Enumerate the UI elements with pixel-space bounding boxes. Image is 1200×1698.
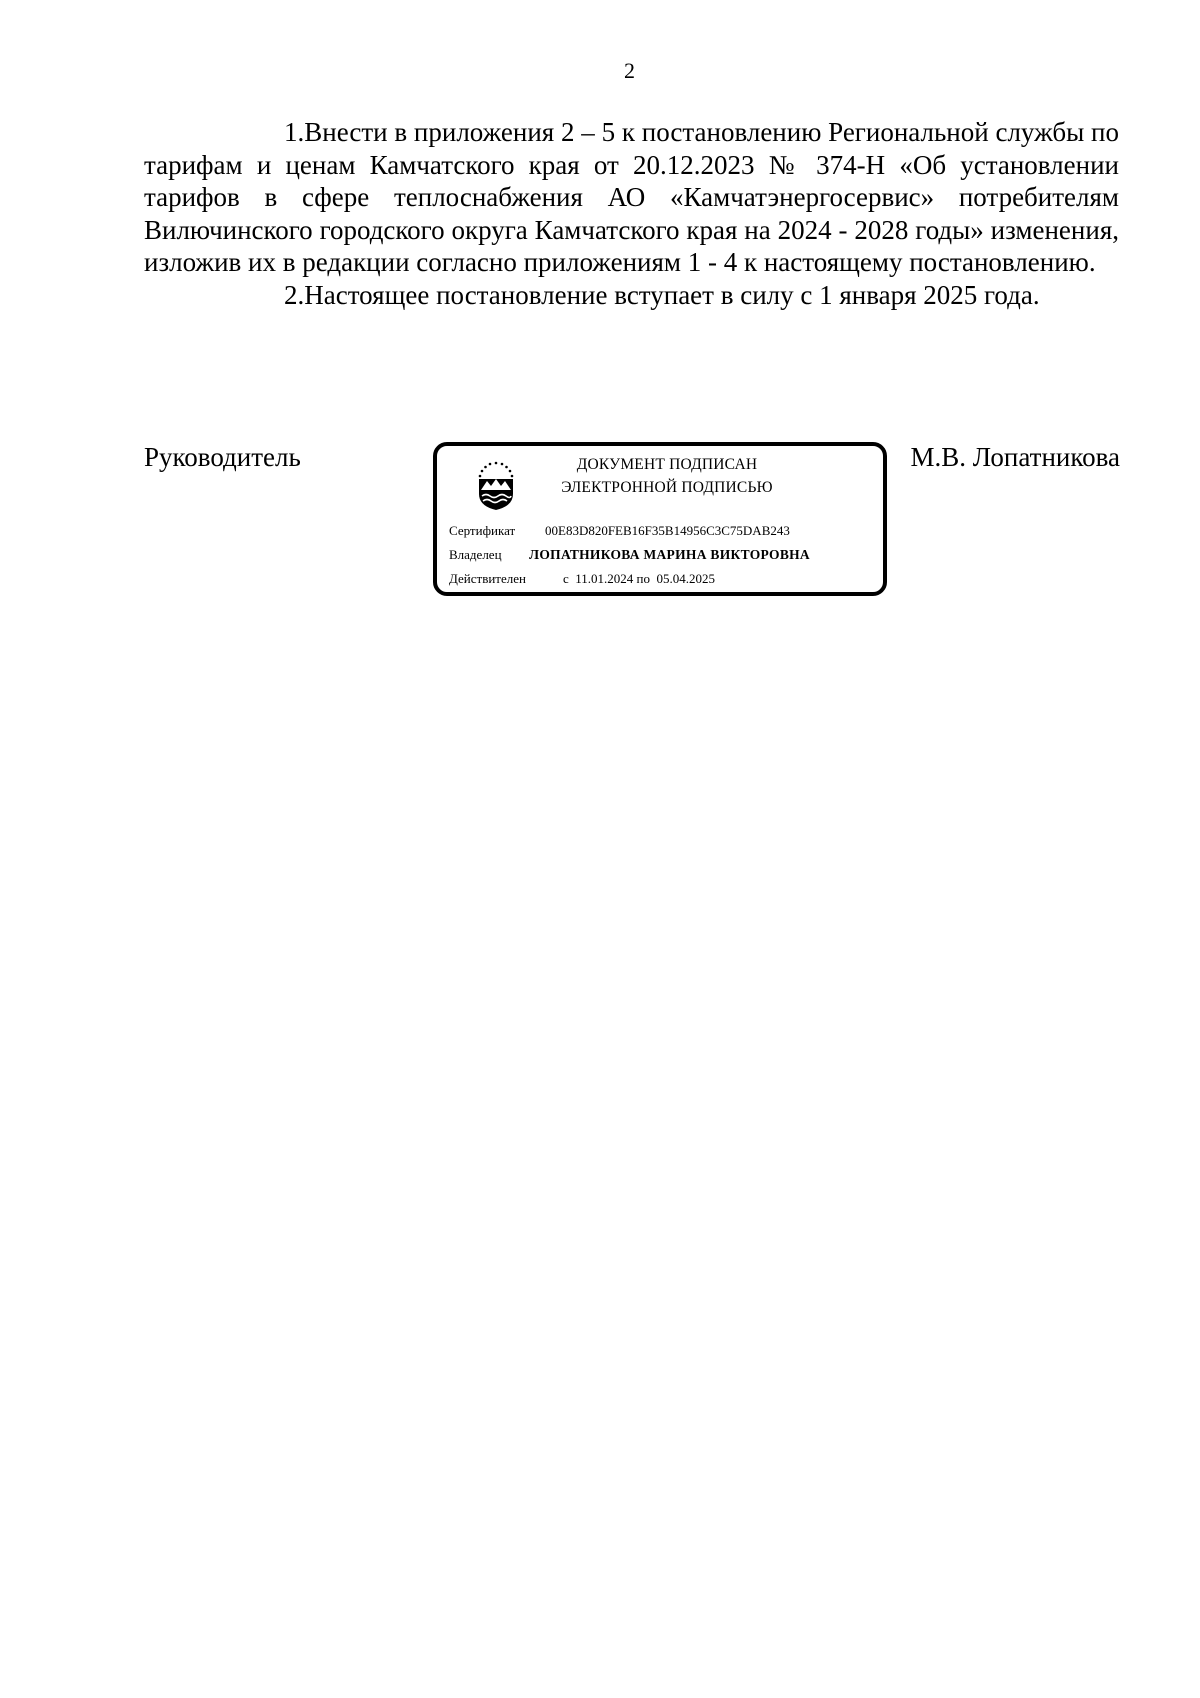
paragraph-text: Внести в приложения 2 – 5 к постановлению Региональной службы по тарифам и ценам Камчатского края от 20.12.2023 № 374-Н «Об установлении тарифов в сфере теплоснабжения АО «Камчатэнергосервис» потребителям Вилючинского городского округа Камчатского края на 2024 - 2028 годы» изменения, изложив их в редакции согласно приложениям 1 - 4 к настоящему постановлению.: [144, 117, 1119, 277]
paragraph-number: 2.: [284, 279, 305, 310]
paragraph-2: [144, 279, 1119, 312]
validity-value: с 11.01.2024 по 05.04.2025: [563, 571, 715, 586]
paragraph-1: [144, 116, 1119, 279]
kamchatka-coat-of-arms-icon: [470, 460, 522, 512]
stamp-header: [552, 453, 782, 499]
stamp-owner-row: [449, 547, 810, 563]
paragraph-number: 1.: [284, 117, 305, 147]
stamp-header-line-1: ДОКУМЕНТ ПОДПИСАН: [576, 456, 758, 473]
stamp-validity-row: [449, 571, 715, 587]
page-number: 2: [624, 58, 635, 83]
signatory-name: М.В. Лопатникова: [910, 442, 1120, 472]
document-body: [144, 116, 1119, 311]
owner-label: Владелец: [449, 547, 502, 562]
certificate-label: Сертификат: [449, 523, 516, 538]
signatory-title: Руководитель: [144, 442, 301, 472]
stamp-header-line-2: ЭЛЕКТРОННОЙ ПОДПИСЬЮ: [561, 479, 773, 496]
stamp-certificate-row: [449, 523, 790, 539]
paragraph-text: Настоящее постановление вступает в силу с 1 января 2025 года.: [304, 279, 1040, 310]
certificate-value: 00E83D820FEB16F35B14956C3C75DAB243: [545, 523, 790, 538]
electronic-signature-stamp: [433, 442, 887, 596]
validity-label: Действителен: [449, 571, 526, 586]
owner-value: ЛОПАТНИКОВА МАРИНА ВИКТОРОВНА: [529, 547, 810, 562]
